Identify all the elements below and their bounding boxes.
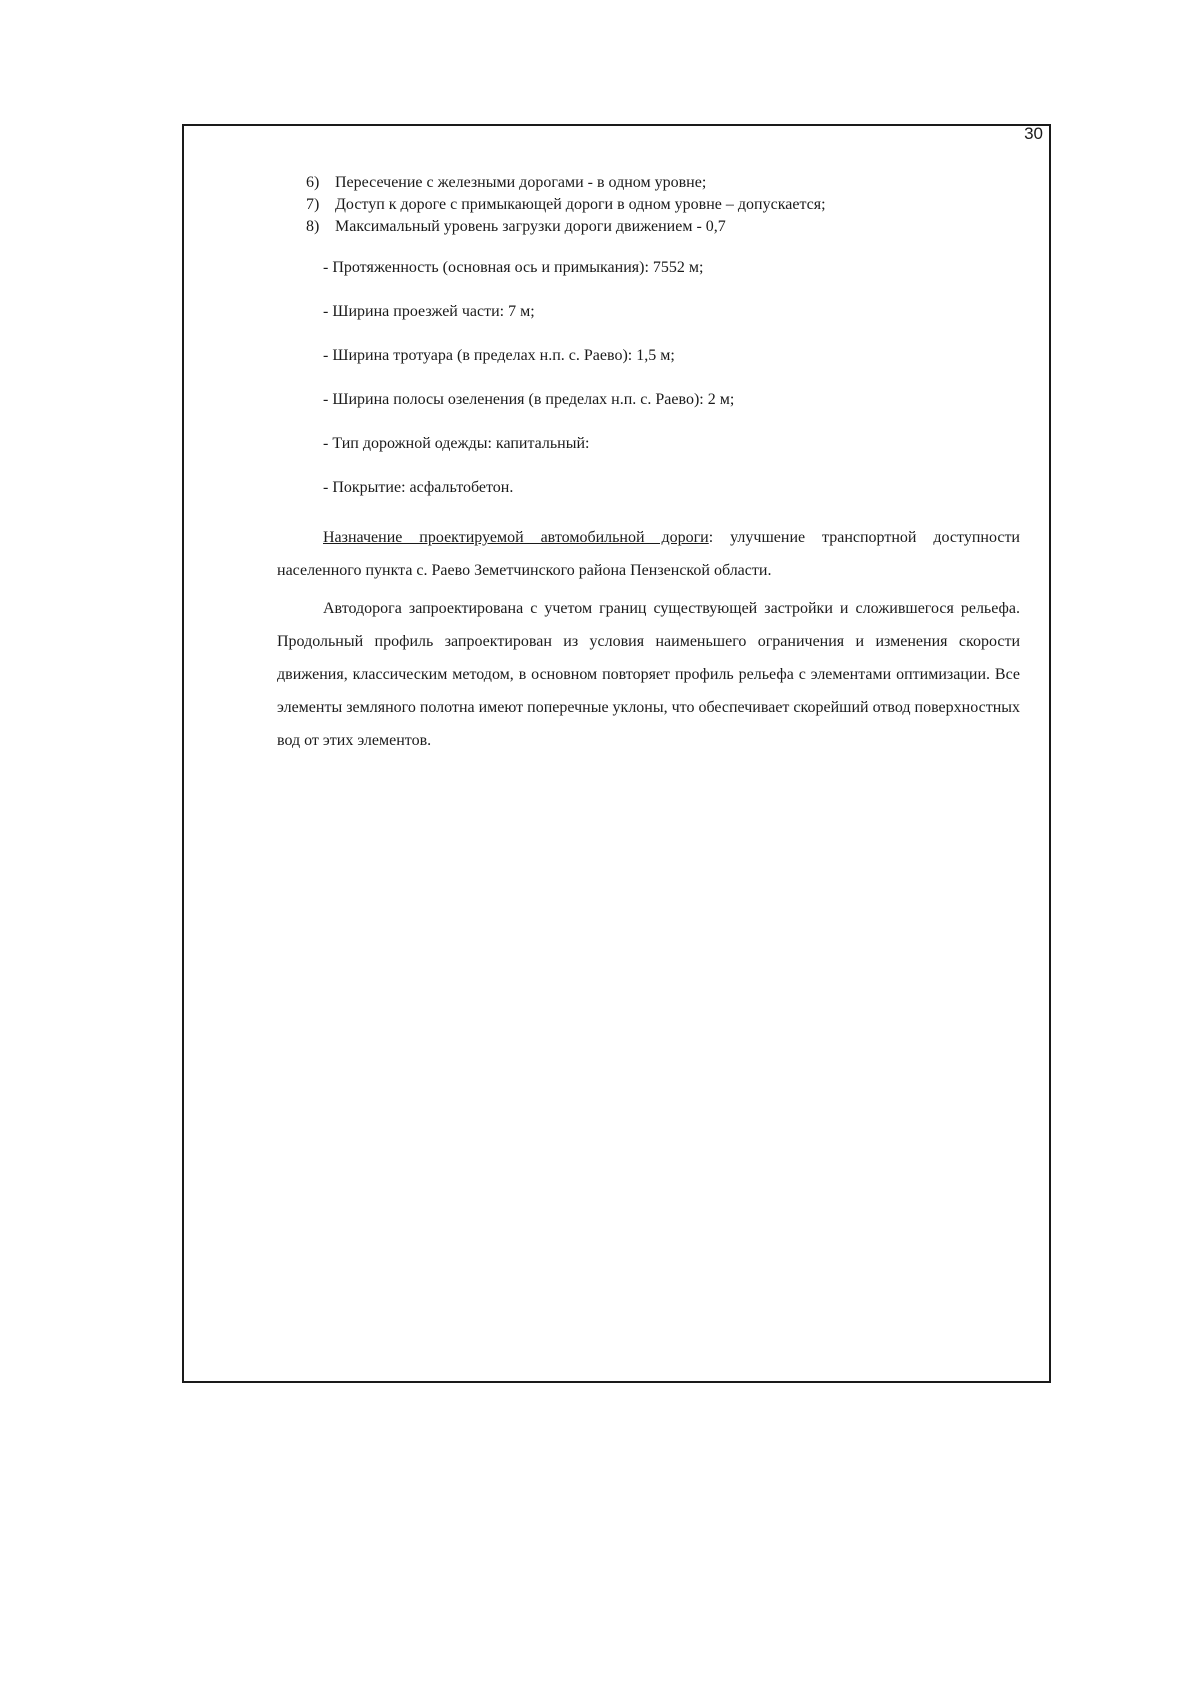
page-number: 30 — [1024, 124, 1043, 143]
purpose-text: : улучшение транспортной доступности населенного пункта с. Раево Земетчинского района Пензенской области. — [277, 529, 1020, 579]
purpose-label: Назначение проектируемой автомобильной дороги — [323, 529, 709, 546]
numbered-list — [277, 172, 1020, 238]
road-parameters — [277, 257, 1020, 499]
parameter-pavement-type: - Тип дорожной одежды: капитальный: — [323, 435, 590, 452]
list-item-text: Максимальный уровень загрузки дороги движением - 0,7 — [335, 218, 726, 235]
parameter-carriageway-width: - Ширина проезжей части: 7 м; — [323, 303, 535, 320]
list-item-number: 6) — [306, 174, 320, 191]
list-item — [306, 172, 1020, 194]
list-item-text: Пересечение с железными дорогами - в одном уровне; — [335, 174, 707, 191]
parameter-surface: - Покрытие: асфальтобетон. — [323, 479, 514, 496]
list-item-text: Доступ к дороге с примыкающей дороги в одном уровне – допускается; — [335, 196, 826, 213]
parameter-greenery-width: - Ширина полосы озеленения (в пределах н.п. с. Раево): 2 м; — [323, 391, 735, 408]
list-item — [306, 194, 1020, 216]
list-item-number: 8) — [306, 218, 320, 235]
purpose-paragraph — [277, 521, 1020, 587]
document-body — [277, 172, 1020, 762]
parameter-sidewalk-width: - Ширина тротуара (в пределах н.п. с. Раево): 1,5 м; — [323, 347, 675, 364]
list-item — [306, 216, 1020, 238]
description-paragraph: Автодорога запроектирована с учетом границ существующей застройки и сложившегося рельефа. Продольный профиль запроектирован из условия наименьшего ограничения и изменения скорости движения, классическим методом, в основном повторяет профиль рельефа с элементами оптимизации. Все элементы земляного полотна имеют поперечные уклоны, что обеспечивает скорейший отвод поверхностных вод от этих элементов. — [277, 600, 1020, 749]
parameter-length: - Протяженность (основная ось и примыкания): 7552 м; — [323, 259, 704, 276]
list-item-number: 7) — [306, 196, 320, 213]
